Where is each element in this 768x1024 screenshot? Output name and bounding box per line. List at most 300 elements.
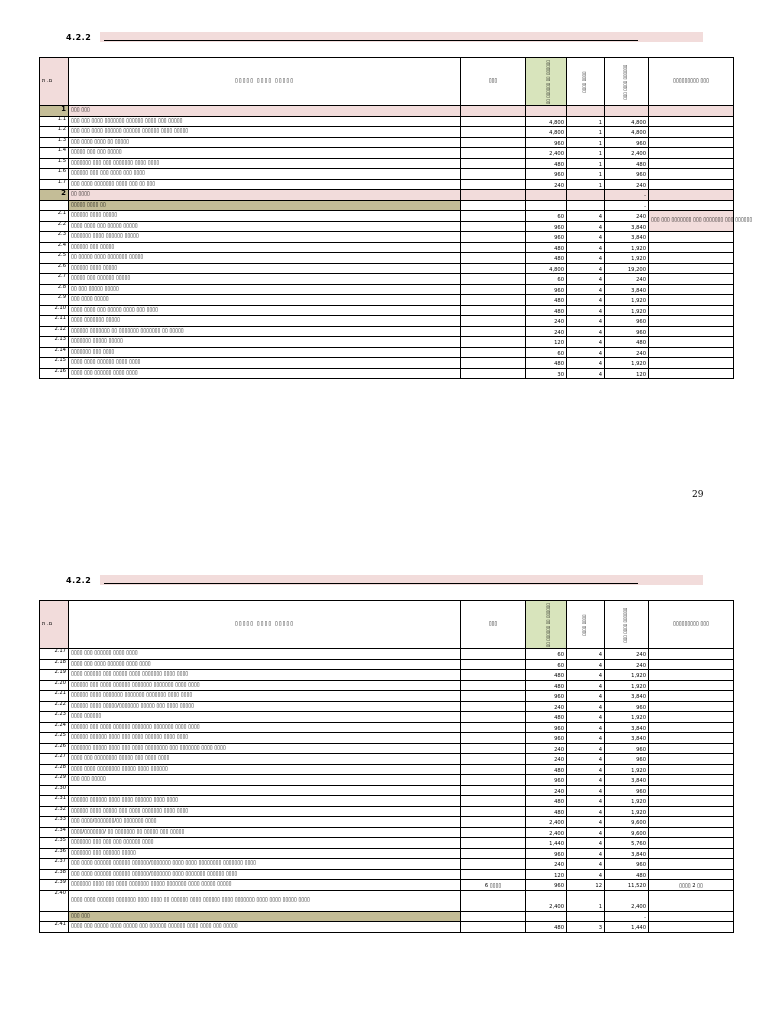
item-unit-price: 2,400 — [526, 890, 567, 911]
item-unit — [461, 848, 526, 859]
header-notes: ▯▯▯▯▯▯▯▯▯ ▯▯▯ — [649, 601, 734, 649]
item-number: 1.6 — [40, 169, 69, 180]
item-description: ▯▯▯ ▯▯▯▯/▯▯▯▯▯▯▯/▯▯ ▯▯▯▯▯▯▯ ▯▯▯▯ — [69, 817, 461, 828]
item-quantity: 1 — [567, 169, 605, 180]
item-total: 1,440 — [605, 922, 649, 933]
item-total: 3,840 — [605, 848, 649, 859]
item-unit — [461, 817, 526, 828]
table-row — [40, 253, 734, 264]
item-number: 2.35 — [40, 838, 69, 849]
item-note — [649, 827, 734, 838]
item-note — [649, 116, 734, 127]
item-number: 1.5 — [40, 158, 69, 169]
item-note — [649, 680, 734, 691]
item-description: ▯▯▯ ▯▯▯▯ ▯▯▯▯ ▯▯ ▯▯▯▯▯ — [69, 137, 461, 148]
table-row — [40, 263, 734, 274]
item-unit-price: 480 — [526, 796, 567, 807]
item-note: ▯▯▯▯ 2 ▯▯ — [649, 880, 734, 891]
table-row — [40, 848, 734, 859]
item-total: 960 — [605, 743, 649, 754]
item-note — [649, 179, 734, 190]
item-number: 2.33 — [40, 817, 69, 828]
header-total — [605, 601, 649, 649]
item-description: ▯▯▯▯▯▯▯ ▯▯▯▯▯ ▯▯▯▯▯ — [69, 337, 461, 348]
item-unit — [461, 253, 526, 264]
item-total: 240 — [605, 649, 649, 660]
subsection-row — [40, 911, 734, 922]
item-note — [649, 743, 734, 754]
item-quantity: 4 — [567, 848, 605, 859]
item-note — [649, 785, 734, 796]
item-description: ▯▯▯▯/▯▯▯▯▯▯▯/ ▯▯ ▯▯▯▯▯▯▯ ▯▯ ▯▯▯▯▯ ▯▯▯ ▯▯▯▯▯ — [69, 827, 461, 838]
item-unit-price: 4,800 — [526, 263, 567, 274]
item-unit-price: 960 — [526, 691, 567, 702]
item-unit — [461, 680, 526, 691]
item-quantity: 12 — [567, 880, 605, 891]
item-total: 5,760 — [605, 838, 649, 849]
header-unit: ▯▯▯ — [461, 601, 526, 649]
item-note — [649, 817, 734, 828]
item-unit-price: 1,440 — [526, 838, 567, 849]
item-unit — [461, 838, 526, 849]
item-quantity: 4 — [567, 806, 605, 817]
table-row — [40, 743, 734, 754]
item-note — [649, 733, 734, 744]
item-unit-price: 480 — [526, 680, 567, 691]
item-note — [649, 670, 734, 681]
item-unit-price: 60 — [526, 211, 567, 222]
item-total: 2,400 — [605, 890, 649, 911]
table-row — [40, 116, 734, 127]
table-row — [40, 712, 734, 723]
item-quantity: 1 — [567, 127, 605, 138]
item-total: 960 — [605, 326, 649, 337]
item-quantity: 4 — [567, 242, 605, 253]
item-note: ▯▯▯ ▯▯▯ ▯▯▯▯▯▯▯ ▯▯▯ ▯▯▯▯▯▯▯ ▯▯▯ ▯▯▯▯▯▯ — [649, 211, 734, 232]
item-unit — [461, 337, 526, 348]
item-unit-price: 960 — [526, 775, 567, 786]
item-unit-price: 60 — [526, 347, 567, 358]
item-description: ▯▯▯▯▯ ▯▯▯ ▯▯▯ ▯▯▯▯▯ — [69, 148, 461, 159]
item-note — [649, 137, 734, 148]
item-unit-price — [526, 200, 567, 211]
item-note — [649, 754, 734, 765]
item-unit-price: 60 — [526, 274, 567, 285]
item-note — [649, 263, 734, 274]
item-unit-price: 480 — [526, 242, 567, 253]
table-row — [40, 880, 734, 891]
item-number: 2.8 — [40, 284, 69, 295]
item-number: 2.16 — [40, 368, 69, 379]
item-note — [649, 316, 734, 327]
item-unit-price: 480 — [526, 305, 567, 316]
item-number: 2.26 — [40, 743, 69, 754]
cost-table-page-1 — [39, 57, 753, 379]
item-unit-price: 240 — [526, 316, 567, 327]
item-description: ▯▯▯▯▯▯ ▯▯▯▯ ▯▯▯▯▯ — [69, 211, 461, 222]
item-note — [649, 890, 734, 911]
item-unit — [461, 785, 526, 796]
item-total: - — [605, 200, 649, 211]
item-description: ▯▯▯▯ ▯▯▯▯ ▯▯▯▯▯▯▯▯ ▯▯▯▯▯ ▯▯▯▯ ▯▯▯▯▯▯ — [69, 764, 461, 775]
header-notes: ▯▯▯▯▯▯▯▯▯ ▯▯▯ — [649, 58, 734, 106]
item-unit — [461, 743, 526, 754]
item-note — [649, 691, 734, 702]
item-description: ▯▯ ▯▯▯▯▯ ▯▯▯▯ ▯▯▯▯▯▯▯ ▯▯▯▯▯ — [69, 253, 461, 264]
item-unit-price: 480 — [526, 358, 567, 369]
item-quantity: 4 — [567, 869, 605, 880]
item-unit-price: 960 — [526, 880, 567, 891]
item-description: ▯▯▯ ▯▯▯ ▯▯▯▯ ▯▯▯▯▯▯▯ ▯▯▯▯▯▯ ▯▯▯▯ ▯▯▯ ▯▯▯▯▯ — [69, 116, 461, 127]
header-total-text: ▯▯▯ ▯▯▯▯ ▯▯▯▯▯▯ — [623, 64, 629, 100]
item-quantity: 4 — [567, 691, 605, 702]
item-unit-price: 480 — [526, 670, 567, 681]
item-total: 240 — [605, 347, 649, 358]
item-unit-price: 240 — [526, 179, 567, 190]
item-quantity: 1 — [567, 148, 605, 159]
item-unit — [461, 242, 526, 253]
item-unit-price: 480 — [526, 922, 567, 933]
item-quantity: 1 — [567, 116, 605, 127]
item-unit — [461, 358, 526, 369]
item-total: - — [605, 911, 649, 922]
item-quantity: 3 — [567, 922, 605, 933]
item-description: ▯▯ ▯▯▯▯ — [69, 190, 461, 201]
item-unit — [461, 295, 526, 306]
item-note — [649, 326, 734, 337]
item-unit-price: 960 — [526, 733, 567, 744]
item-quantity: 4 — [567, 722, 605, 733]
item-unit — [461, 158, 526, 169]
item-total: 9,600 — [605, 827, 649, 838]
item-note — [649, 838, 734, 849]
item-quantity: 4 — [567, 827, 605, 838]
item-description: ▯▯▯▯▯▯ ▯▯▯▯ ▯▯▯▯▯ — [69, 263, 461, 274]
subsection-row — [40, 200, 734, 211]
item-description: ▯▯▯▯ ▯▯▯▯▯▯▯ ▯▯▯▯▯ — [69, 316, 461, 327]
table-row — [40, 242, 734, 253]
item-total: 3,840 — [605, 733, 649, 744]
item-unit-price: 960 — [526, 848, 567, 859]
item-unit — [461, 670, 526, 681]
item-unit — [461, 890, 526, 911]
item-quantity: 4 — [567, 701, 605, 712]
item-number: 2.32 — [40, 806, 69, 817]
item-note — [649, 701, 734, 712]
header-total — [605, 58, 649, 106]
item-total: 240 — [605, 659, 649, 670]
item-note — [649, 806, 734, 817]
item-unit — [461, 712, 526, 723]
item-unit — [461, 691, 526, 702]
item-unit — [461, 659, 526, 670]
item-number: 1.2 — [40, 127, 69, 138]
header-quantity — [567, 601, 605, 649]
item-unit-price: 240 — [526, 754, 567, 765]
table-row — [40, 775, 734, 786]
item-quantity — [567, 190, 605, 201]
item-quantity: 1 — [567, 890, 605, 911]
item-quantity: 4 — [567, 649, 605, 660]
item-unit — [461, 305, 526, 316]
item-note — [649, 347, 734, 358]
item-description: ▯▯▯ ▯▯▯▯ ▯▯▯▯▯ — [69, 295, 461, 306]
item-quantity: 4 — [567, 305, 605, 316]
item-number: 2.39 — [40, 880, 69, 891]
item-note — [649, 305, 734, 316]
table-row — [40, 890, 734, 911]
item-quantity: 4 — [567, 670, 605, 681]
item-quantity: 4 — [567, 274, 605, 285]
item-unit — [461, 116, 526, 127]
item-total: 1,920 — [605, 806, 649, 817]
item-note — [649, 869, 734, 880]
item-number: 2.20 — [40, 680, 69, 691]
item-number: 2.27 — [40, 754, 69, 765]
item-description: ▯▯▯▯ ▯▯▯ ▯▯▯▯ ▯▯▯▯▯▯ ▯▯▯▯ ▯▯▯▯ — [69, 659, 461, 670]
item-unit-price — [526, 911, 567, 922]
item-unit-price — [526, 190, 567, 201]
item-description: ▯▯ ▯▯▯ ▯▯▯▯▯ ▯▯▯▯▯ — [69, 284, 461, 295]
item-total: 3,840 — [605, 691, 649, 702]
item-quantity — [567, 106, 605, 117]
table-row — [40, 368, 734, 379]
item-total: 11,520 — [605, 880, 649, 891]
item-number: 1 — [40, 106, 69, 117]
item-total: 9,600 — [605, 817, 649, 828]
section-number-2: 4.2.2 — [66, 576, 92, 585]
item-unit-price: 240 — [526, 701, 567, 712]
item-total: 4,800 — [605, 116, 649, 127]
item-quantity: 4 — [567, 368, 605, 379]
item-note — [649, 722, 734, 733]
item-number: 2.25 — [40, 733, 69, 744]
item-number: 2.41 — [40, 922, 69, 933]
item-total: 480 — [605, 869, 649, 880]
item-unit-price: 240 — [526, 785, 567, 796]
table-row — [40, 691, 734, 702]
header-description: ▯▯▯▯▯ ▯▯▯▯ ▯▯▯▯▯ — [69, 601, 461, 649]
item-number: 2.3 — [40, 232, 69, 243]
item-quantity: 4 — [567, 838, 605, 849]
item-quantity — [567, 911, 605, 922]
item-unit — [461, 859, 526, 870]
item-unit — [461, 148, 526, 159]
header-unit-price — [526, 58, 567, 106]
item-unit — [461, 200, 526, 211]
item-unit — [461, 274, 526, 285]
item-description: ▯▯▯▯▯ ▯▯▯ ▯▯▯▯▯▯ ▯▯▯▯▯ — [69, 274, 461, 285]
item-description: ▯▯▯▯▯▯▯ ▯▯▯▯ ▯▯▯▯▯▯ ▯▯▯▯▯ — [69, 232, 461, 243]
item-unit — [461, 263, 526, 274]
item-number: 2.23 — [40, 712, 69, 723]
item-unit — [461, 284, 526, 295]
section-row — [40, 190, 734, 201]
item-number: 2.6 — [40, 263, 69, 274]
item-unit — [461, 754, 526, 765]
item-total: 960 — [605, 785, 649, 796]
item-quantity: 4 — [567, 284, 605, 295]
item-unit — [461, 796, 526, 807]
item-total: 480 — [605, 337, 649, 348]
item-total: 960 — [605, 701, 649, 712]
item-total: 480 — [605, 158, 649, 169]
item-number: 1.3 — [40, 137, 69, 148]
item-description: ▯▯▯▯▯▯ ▯▯▯▯▯▯ ▯▯▯▯ ▯▯▯▯ ▯▯▯▯▯▯ ▯▯▯▯ ▯▯▯▯ — [69, 796, 461, 807]
item-description: ▯▯▯▯ ▯▯▯▯ ▯▯▯ ▯▯▯▯▯ ▯▯▯▯▯ — [69, 221, 461, 232]
item-description: ▯▯▯▯ ▯▯▯ ▯▯▯▯▯ ▯▯▯▯ ▯▯▯▯▯ ▯▯▯ ▯▯▯▯▯▯ ▯▯▯▯▯▯ ▯▯▯▯ ▯▯▯▯ ▯▯▯ ▯▯▯▯▯ — [69, 922, 461, 933]
item-quantity: 4 — [567, 859, 605, 870]
item-quantity: 4 — [567, 316, 605, 327]
item-quantity — [567, 200, 605, 211]
table-row — [40, 869, 734, 880]
item-description: ▯▯▯ ▯▯▯▯ ▯▯▯▯▯▯ ▯▯▯▯▯▯ ▯▯▯▯▯▯/▯▯▯▯▯▯▯ ▯▯▯▯ ▯▯▯▯▯▯▯ ▯▯▯▯▯▯ ▯▯▯▯ — [69, 869, 461, 880]
item-quantity: 4 — [567, 347, 605, 358]
item-unit — [461, 911, 526, 922]
table-row — [40, 785, 734, 796]
item-unit — [461, 806, 526, 817]
item-total — [605, 106, 649, 117]
item-unit-price: 960 — [526, 722, 567, 733]
item-quantity: 4 — [567, 680, 605, 691]
item-number: 2.11 — [40, 316, 69, 327]
item-unit-price: 240 — [526, 326, 567, 337]
item-quantity: 4 — [567, 326, 605, 337]
item-total: 19,200 — [605, 263, 649, 274]
item-number: 2.29 — [40, 775, 69, 786]
item-unit-price: 960 — [526, 284, 567, 295]
item-unit — [461, 827, 526, 838]
item-quantity: 4 — [567, 263, 605, 274]
table-row — [40, 649, 734, 660]
item-total: 120 — [605, 368, 649, 379]
item-total: 1,920 — [605, 764, 649, 775]
item-total: 960 — [605, 859, 649, 870]
item-unit-price: 2,400 — [526, 827, 567, 838]
item-quantity: 1 — [567, 179, 605, 190]
table-row — [40, 796, 734, 807]
table-row — [40, 326, 734, 337]
item-description: ▯▯▯▯▯▯ ▯▯▯ ▯▯▯ ▯▯▯▯ ▯▯▯ ▯▯▯▯ — [69, 169, 461, 180]
header-description: ▯▯▯▯▯ ▯▯▯▯ ▯▯▯▯▯ — [69, 58, 461, 106]
item-total: 1,920 — [605, 712, 649, 723]
item-number: 2.1 — [40, 211, 69, 222]
item-total: 3,840 — [605, 232, 649, 243]
item-unit — [461, 775, 526, 786]
item-number: 2.19 — [40, 670, 69, 681]
item-note — [649, 922, 734, 933]
item-description: ▯▯▯ ▯▯▯ ▯▯▯▯▯ — [69, 775, 461, 786]
item-unit — [461, 869, 526, 880]
item-note — [649, 232, 734, 243]
cost-table-page-2 — [39, 600, 734, 933]
item-note — [649, 295, 734, 306]
table-row — [40, 295, 734, 306]
item-unit — [461, 221, 526, 232]
item-quantity: 4 — [567, 785, 605, 796]
item-unit-price: 240 — [526, 743, 567, 754]
table-body-page-2 — [40, 649, 734, 933]
item-total: - — [605, 190, 649, 201]
item-note — [649, 368, 734, 379]
item-description: ▯▯▯▯▯▯ ▯▯▯ ▯▯▯▯ ▯▯▯▯▯▯ ▯▯▯▯▯▯▯ ▯▯▯▯▯▯▯ ▯▯▯▯ ▯▯▯▯ — [69, 680, 461, 691]
item-quantity: 4 — [567, 764, 605, 775]
item-description: ▯▯▯▯▯ ▯▯▯▯ ▯▯ — [69, 200, 461, 211]
item-note — [649, 659, 734, 670]
section-title-line-2 — [104, 583, 638, 584]
header-unit-price-text: ▯▯ ▯▯▯▯▯▯ ▯▯ ▯▯▯▯▯▯ — [546, 603, 552, 647]
item-number: 2.13 — [40, 337, 69, 348]
item-description: ▯▯▯▯ ▯▯▯ ▯▯▯▯▯▯ ▯▯▯▯ ▯▯▯▯ — [69, 649, 461, 660]
item-description: ▯▯▯▯ ▯▯▯ ▯▯▯▯▯▯ ▯▯▯▯ ▯▯▯▯ — [69, 368, 461, 379]
item-number: 2.38 — [40, 869, 69, 880]
table-row — [40, 722, 734, 733]
item-number: 2.5 — [40, 253, 69, 264]
item-unit-price: 960 — [526, 232, 567, 243]
item-unit-price: 480 — [526, 712, 567, 723]
item-total: 1,920 — [605, 295, 649, 306]
item-unit-price: 120 — [526, 869, 567, 880]
item-number — [40, 200, 69, 211]
item-unit — [461, 347, 526, 358]
item-note — [649, 158, 734, 169]
item-quantity: 4 — [567, 253, 605, 264]
item-total: 240 — [605, 179, 649, 190]
item-number: 1.4 — [40, 148, 69, 159]
item-quantity: 4 — [567, 337, 605, 348]
item-total: 2,400 — [605, 148, 649, 159]
item-number: 2.15 — [40, 358, 69, 369]
header-unit: ▯▯▯ — [461, 58, 526, 106]
table-row — [40, 922, 734, 933]
item-total: 1,920 — [605, 253, 649, 264]
item-number — [40, 911, 69, 922]
table-row — [40, 232, 734, 243]
section-row — [40, 106, 734, 117]
item-number: 2.14 — [40, 347, 69, 358]
item-unit — [461, 649, 526, 660]
item-quantity: 4 — [567, 221, 605, 232]
item-description: ▯▯▯▯ ▯▯▯▯ ▯▯▯▯▯▯ ▯▯▯▯ ▯▯▯▯ — [69, 358, 461, 369]
table-row — [40, 827, 734, 838]
item-quantity: 4 — [567, 817, 605, 828]
item-number: 2.21 — [40, 691, 69, 702]
item-number: 2.40 — [40, 890, 69, 911]
item-number: 2.12 — [40, 326, 69, 337]
item-unit — [461, 137, 526, 148]
item-total: 960 — [605, 169, 649, 180]
item-unit-price: 960 — [526, 169, 567, 180]
item-description: ▯▯▯▯ ▯▯▯▯ ▯▯▯ ▯▯▯▯▯ ▯▯▯▯ ▯▯▯ ▯▯▯▯ — [69, 305, 461, 316]
item-unit-price: 4,800 — [526, 127, 567, 138]
item-note — [649, 911, 734, 922]
item-note — [649, 200, 734, 211]
item-unit — [461, 169, 526, 180]
item-quantity: 4 — [567, 358, 605, 369]
item-unit — [461, 232, 526, 243]
item-description: ▯▯▯▯▯▯▯ ▯▯▯ ▯▯▯ ▯▯▯ ▯▯▯▯▯▯ ▯▯▯▯ — [69, 838, 461, 849]
item-note — [649, 284, 734, 295]
item-description: ▯▯▯▯▯▯▯ ▯▯▯▯ ▯▯▯ ▯▯▯▯ ▯▯▯▯▯▯▯ ▯▯▯▯▯ ▯▯▯▯▯▯▯ ▯▯▯▯ ▯▯▯▯▯ ▯▯▯▯▯ — [69, 880, 461, 891]
item-note — [649, 148, 734, 159]
item-description: ▯▯▯▯▯▯▯ ▯▯▯▯▯ ▯▯▯▯ ▯▯▯ ▯▯▯▯ ▯▯▯▯▯▯▯▯ ▯▯▯ ▯▯▯▯▯▯▯ ▯▯▯▯ ▯▯▯▯ — [69, 743, 461, 754]
item-unit-price: 240 — [526, 859, 567, 870]
item-number: 2.37 — [40, 859, 69, 870]
header-quantity — [567, 58, 605, 106]
item-quantity: 4 — [567, 211, 605, 222]
table-row — [40, 179, 734, 190]
item-unit-price: 4,800 — [526, 116, 567, 127]
